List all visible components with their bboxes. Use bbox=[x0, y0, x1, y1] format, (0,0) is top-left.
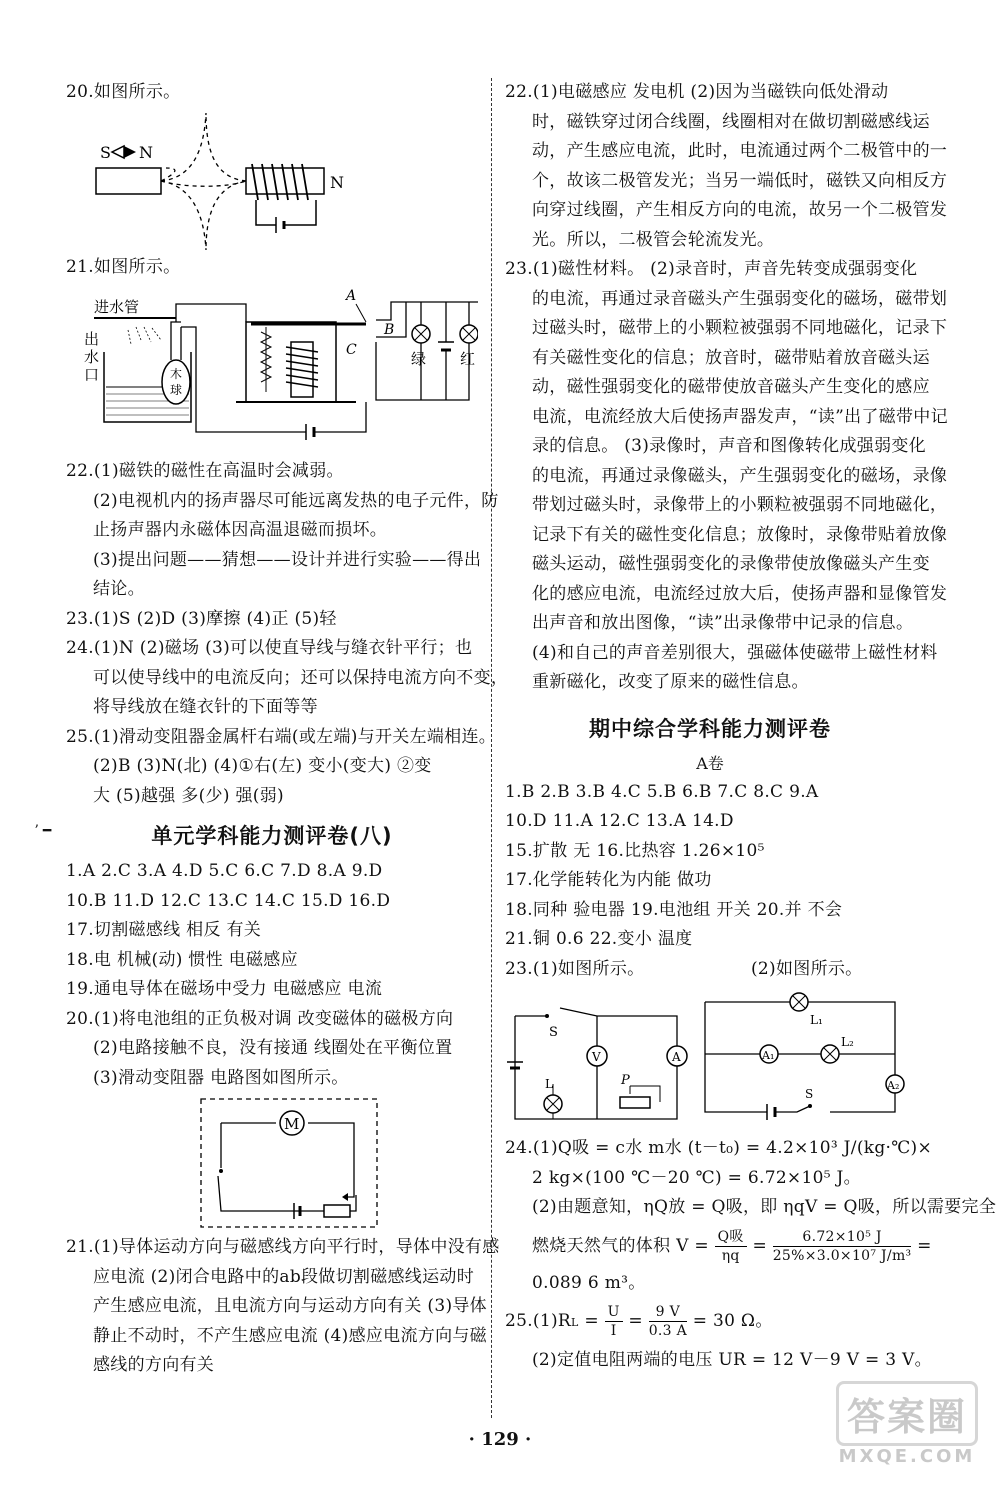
answer-line: (3)提出问题——猜想——设计并进行实验——得出 bbox=[93, 549, 482, 570]
fraction bbox=[649, 1303, 687, 1340]
watermark-logo: 答案圈 MXQE.COM bbox=[836, 1381, 978, 1467]
answer-line: 光。所以，二极管会轮流发光。 bbox=[532, 229, 775, 250]
answer-line: 0.089 6 m³。 bbox=[532, 1272, 646, 1293]
answer-line: 个，故该二极管发光；当另一端低时，磁铁又向相反方 bbox=[532, 170, 948, 191]
answer-line: 21.(1)导体运动方向与磁感线方向平行时，导体中没有感 bbox=[66, 1237, 500, 1257]
left-column bbox=[66, 78, 509, 1381]
answer-line: 动，磁性强弱变化的磁带使放音磁头产生变化的感应 bbox=[532, 377, 930, 397]
figure-label: 球 bbox=[170, 383, 183, 397]
answer-line: (2)B (3)N(北) (4)①右(左) 变小(变大) ②变 bbox=[93, 756, 432, 776]
figure-20-magnet-field bbox=[66, 108, 478, 253]
answer-line: 25.(1)RL = $\frac{U}{I}$ = $\frac{9 V}{0.3 A}$ = 30 Ω。 bbox=[505, 1304, 773, 1339]
fraction-denominator: 0.3 A bbox=[648, 1323, 688, 1339]
figure-label: S bbox=[549, 1025, 558, 1040]
answer-line: 1.B 2.B 3.B 4.C 5.B 6.B 7.C 8.C 9.A bbox=[505, 781, 819, 802]
answer-line: 止扬声器内永磁体因高温退磁而损坏。 bbox=[93, 520, 388, 540]
section-heading: 期中综合学科能力测评卷 bbox=[589, 716, 831, 741]
answer-line: 燃烧天然气的体积 V = Q吸 ηq = $\frac{\text{6.72×10⁵ J}}{\text{25\%×3.0×10⁷ J/m³}}$ = bbox=[532, 1228, 932, 1264]
fraction-denominator: 25%×3.0×10⁷ J/m³ bbox=[772, 1247, 912, 1264]
answer-line: 24.(1)N (2)磁场 (3)可以使直导线与缝衣针平行；也 bbox=[66, 638, 473, 658]
answer-line: 20.(1)将电池组的正负极对调 改变磁体的磁极方向 bbox=[66, 1008, 454, 1029]
answer-line: 化的感应电流，电流经过放大后，使扬声器和显像管发 bbox=[532, 583, 948, 604]
answer-line: 10.B 11.D 12.C 13.C 14.C 15.D 16.D bbox=[66, 890, 391, 911]
rheostat-icon bbox=[324, 1205, 350, 1217]
formula-prefix: 燃烧天然气的体积 V = bbox=[532, 1235, 715, 1256]
fraction bbox=[773, 1228, 912, 1265]
fraction-numerator: 6.72×10⁵ J bbox=[773, 1228, 912, 1247]
figure-label: 木 bbox=[170, 367, 183, 381]
answer-line: 18.电 机械(动) 惯性 电磁感应 bbox=[66, 949, 298, 970]
answer-line: 19.通电导体在磁场中受力 电磁感应 电流 bbox=[66, 979, 383, 999]
figure-label: V bbox=[592, 1050, 601, 1064]
formula-prefix: 25.(1)R bbox=[505, 1311, 572, 1331]
figure-23-circuits bbox=[505, 984, 915, 1134]
figure-label: A bbox=[346, 288, 357, 304]
answer-line: 过磁头时，磁带上的小颗粒被强弱不同地磁化，记录下 bbox=[532, 318, 948, 338]
answer-line: 21.如图所示。 bbox=[66, 256, 181, 277]
formula-result: 30 Ω。 bbox=[713, 1311, 773, 1331]
section-heading: 单元学科能力测评卷(八) bbox=[151, 824, 393, 848]
answer-line: 静止不动时，不产生感应电流 (4)感应电流方向与磁 bbox=[93, 1325, 487, 1346]
answer-part: (2)如图所示。 bbox=[751, 958, 863, 979]
answer-line: 磁头运动，磁性强弱变化的录像带使放像磁头产生变 bbox=[532, 554, 930, 574]
answer-line: 可以使导线中的电流反向；还可以保持电流方向不变， bbox=[93, 667, 509, 688]
answer-line: 电流，电流经放大后使扬声器发声，“读”出了磁带中记 bbox=[532, 406, 948, 427]
compass-needle-icon bbox=[112, 146, 124, 158]
figure-label: 出 bbox=[84, 330, 100, 348]
page-number: · 129 · bbox=[468, 1429, 532, 1450]
answer-line: 23.(1)S (2)D (3)摩擦 (4)正 (5)轻 bbox=[66, 608, 337, 629]
answer-line: 10.D 11.A 12.C 13.A 14.D bbox=[505, 811, 734, 831]
figure-20-motor-circuit bbox=[66, 1093, 478, 1233]
answer-line: 21.铜 0.6 22.变小 温度 bbox=[505, 929, 693, 949]
figure-label: A bbox=[672, 1050, 681, 1064]
figure-label: M bbox=[284, 1115, 300, 1133]
answer-line: 18.同种 验电器 19.电池组 开关 20.并 不会 bbox=[505, 899, 843, 920]
figure-label: B bbox=[384, 322, 395, 338]
answer-line: (2)定值电阻两端的电压 UR = 12 V－9 V = 3 V。 bbox=[532, 1350, 932, 1370]
answer-line: 23.(1)磁性材料。 (2)录音时，声音先转变成强弱变化 bbox=[505, 259, 918, 279]
answer-line: 感线的方向有关 bbox=[93, 1355, 215, 1375]
answer-line: 应电流 (2)闭合电路中的ab段做切割磁感线运动时 bbox=[93, 1266, 475, 1287]
answer-line: 大 (5)越强 多(少) 强(弱) bbox=[93, 785, 284, 806]
answer-line: 17.化学能转化为内能 做功 bbox=[505, 870, 712, 890]
answer-part: 23.(1)如图所示。 bbox=[505, 958, 645, 979]
figure-label: N bbox=[139, 142, 153, 162]
answer-line: 22.(1)磁铁的磁性在高温时会减弱。 bbox=[66, 461, 344, 481]
figure-label: S bbox=[805, 1087, 814, 1101]
answer-line: 出声音和放出图像，“读”出录像带中记录的信息。 bbox=[532, 613, 914, 633]
answer-line: 的电流，再通过录音磁头产生强弱变化的磁场，磁带划 bbox=[532, 288, 948, 309]
figure-label: L₂ bbox=[841, 1035, 854, 1049]
fraction bbox=[605, 1303, 623, 1340]
answer-line: 录的信息。 (3)录像时，声音和图像转化成强弱变化 bbox=[532, 436, 926, 456]
bar-magnet bbox=[96, 168, 161, 194]
figure-label: L bbox=[545, 1077, 553, 1091]
fraction-numerator: 9 V bbox=[649, 1303, 687, 1322]
right-column bbox=[505, 78, 997, 1376]
figure-label: N bbox=[330, 172, 344, 192]
answer-line: (2)电视机内的扬声器尽可能远离发热的电子元件，防 bbox=[93, 490, 499, 511]
answer-line: 产生感应电流，且电流方向与运动方向有关 (3)导体 bbox=[93, 1296, 487, 1316]
answer-line: 15.扩散 无 16.比热容 1.26×10⁵ bbox=[505, 840, 765, 861]
figure-label: 水 bbox=[84, 348, 100, 366]
fraction bbox=[715, 1228, 747, 1265]
answer-line: 24.(1)Q吸 = c水 m水 (t－t₀) = 4.2×10³ J/(kg·℃)× bbox=[505, 1138, 933, 1158]
figure-label: A₁ bbox=[762, 1049, 775, 1062]
figure-label: 进水管 bbox=[94, 298, 140, 316]
answer-line: 有关磁性变化的信息；放音时，磁带贴着放音磁头运 bbox=[532, 347, 930, 368]
answer-line: 17.切割磁感线 相反 有关 bbox=[66, 920, 262, 940]
answer-line: 带划过磁头时，录像带上的小颗粒被强弱不同地磁化， bbox=[532, 495, 948, 515]
margin-mark: ʼ ━ bbox=[34, 823, 52, 839]
fraction-denominator: ηq bbox=[721, 1247, 740, 1264]
answer-line: 25.(1)滑动变阻器金属杆右端(或左端)与开关左端相连。 bbox=[66, 726, 497, 747]
answer-line: (3)滑动变阻器 电路图如图所示。 bbox=[93, 1067, 349, 1088]
answer-line bbox=[505, 955, 915, 985]
answer-line: (4)和自己的声音差别很大，强磁体使磁带上磁性材料 bbox=[532, 642, 938, 663]
answer-line: 22.(1)电磁感应 发电机 (2)因为当磁铁向低处滑动 bbox=[505, 82, 889, 102]
column-divider bbox=[491, 78, 492, 1418]
answer-line: 动，产生感应电流，此时，电流通过两个二极管中的一 bbox=[532, 141, 948, 161]
fraction-numerator: U bbox=[605, 1303, 623, 1322]
fraction-numerator: Q吸 bbox=[715, 1228, 747, 1247]
answer-line: 向穿过线圈，产生相反方向的电流，故另一个二极管发 bbox=[532, 200, 948, 220]
figure-label: C bbox=[346, 342, 357, 358]
figure-label: L₁ bbox=[810, 1013, 823, 1027]
answer-line: 20.如图所示。 bbox=[66, 82, 181, 102]
answer-line: 记录下有关的磁性变化信息；放像时，录像带贴着放像 bbox=[532, 524, 948, 545]
answer-line: (2)由题意知，ηQ放 = Q吸，即 ηqV = Q吸，所以需要完全 bbox=[532, 1197, 997, 1217]
answer-line: 时，磁铁穿过闭合线圈，线圈相对在做切割磁感线运 bbox=[532, 111, 930, 132]
figure-label: P bbox=[621, 1073, 630, 1088]
answer-line: 将导线放在缝衣针的下面等等 bbox=[93, 697, 318, 717]
answer-line: 重新磁化，改变了原来的磁性信息。 bbox=[532, 672, 809, 692]
answer-line: 结论。 bbox=[93, 579, 145, 599]
figure-label: S bbox=[100, 142, 111, 162]
answer-line: 1.A 2.C 3.A 4.D 5.C 6.C 7.D 8.A 9.D bbox=[66, 861, 383, 881]
answer-line: 2 kg×(100 ℃－20 ℃) = 6.72×10⁵ J。 bbox=[532, 1167, 861, 1188]
answer-line: (2)电路接触不良，没有接通 线圈处在平衡位置 bbox=[93, 1038, 453, 1058]
figure-label: A₂ bbox=[887, 1079, 900, 1092]
subsection-heading: A卷 bbox=[696, 753, 724, 773]
figure-21-water-level-alarm bbox=[66, 282, 478, 457]
rheostat-icon bbox=[620, 1097, 650, 1108]
answer-line: 的电流，再通过录像磁头，产生强弱变化的磁场，录像 bbox=[532, 465, 948, 486]
figure-label: 绿 bbox=[411, 350, 427, 368]
figure-label: 红 bbox=[460, 350, 476, 368]
figure-label: 口 bbox=[84, 366, 100, 384]
fraction-denominator: I bbox=[610, 1323, 617, 1339]
